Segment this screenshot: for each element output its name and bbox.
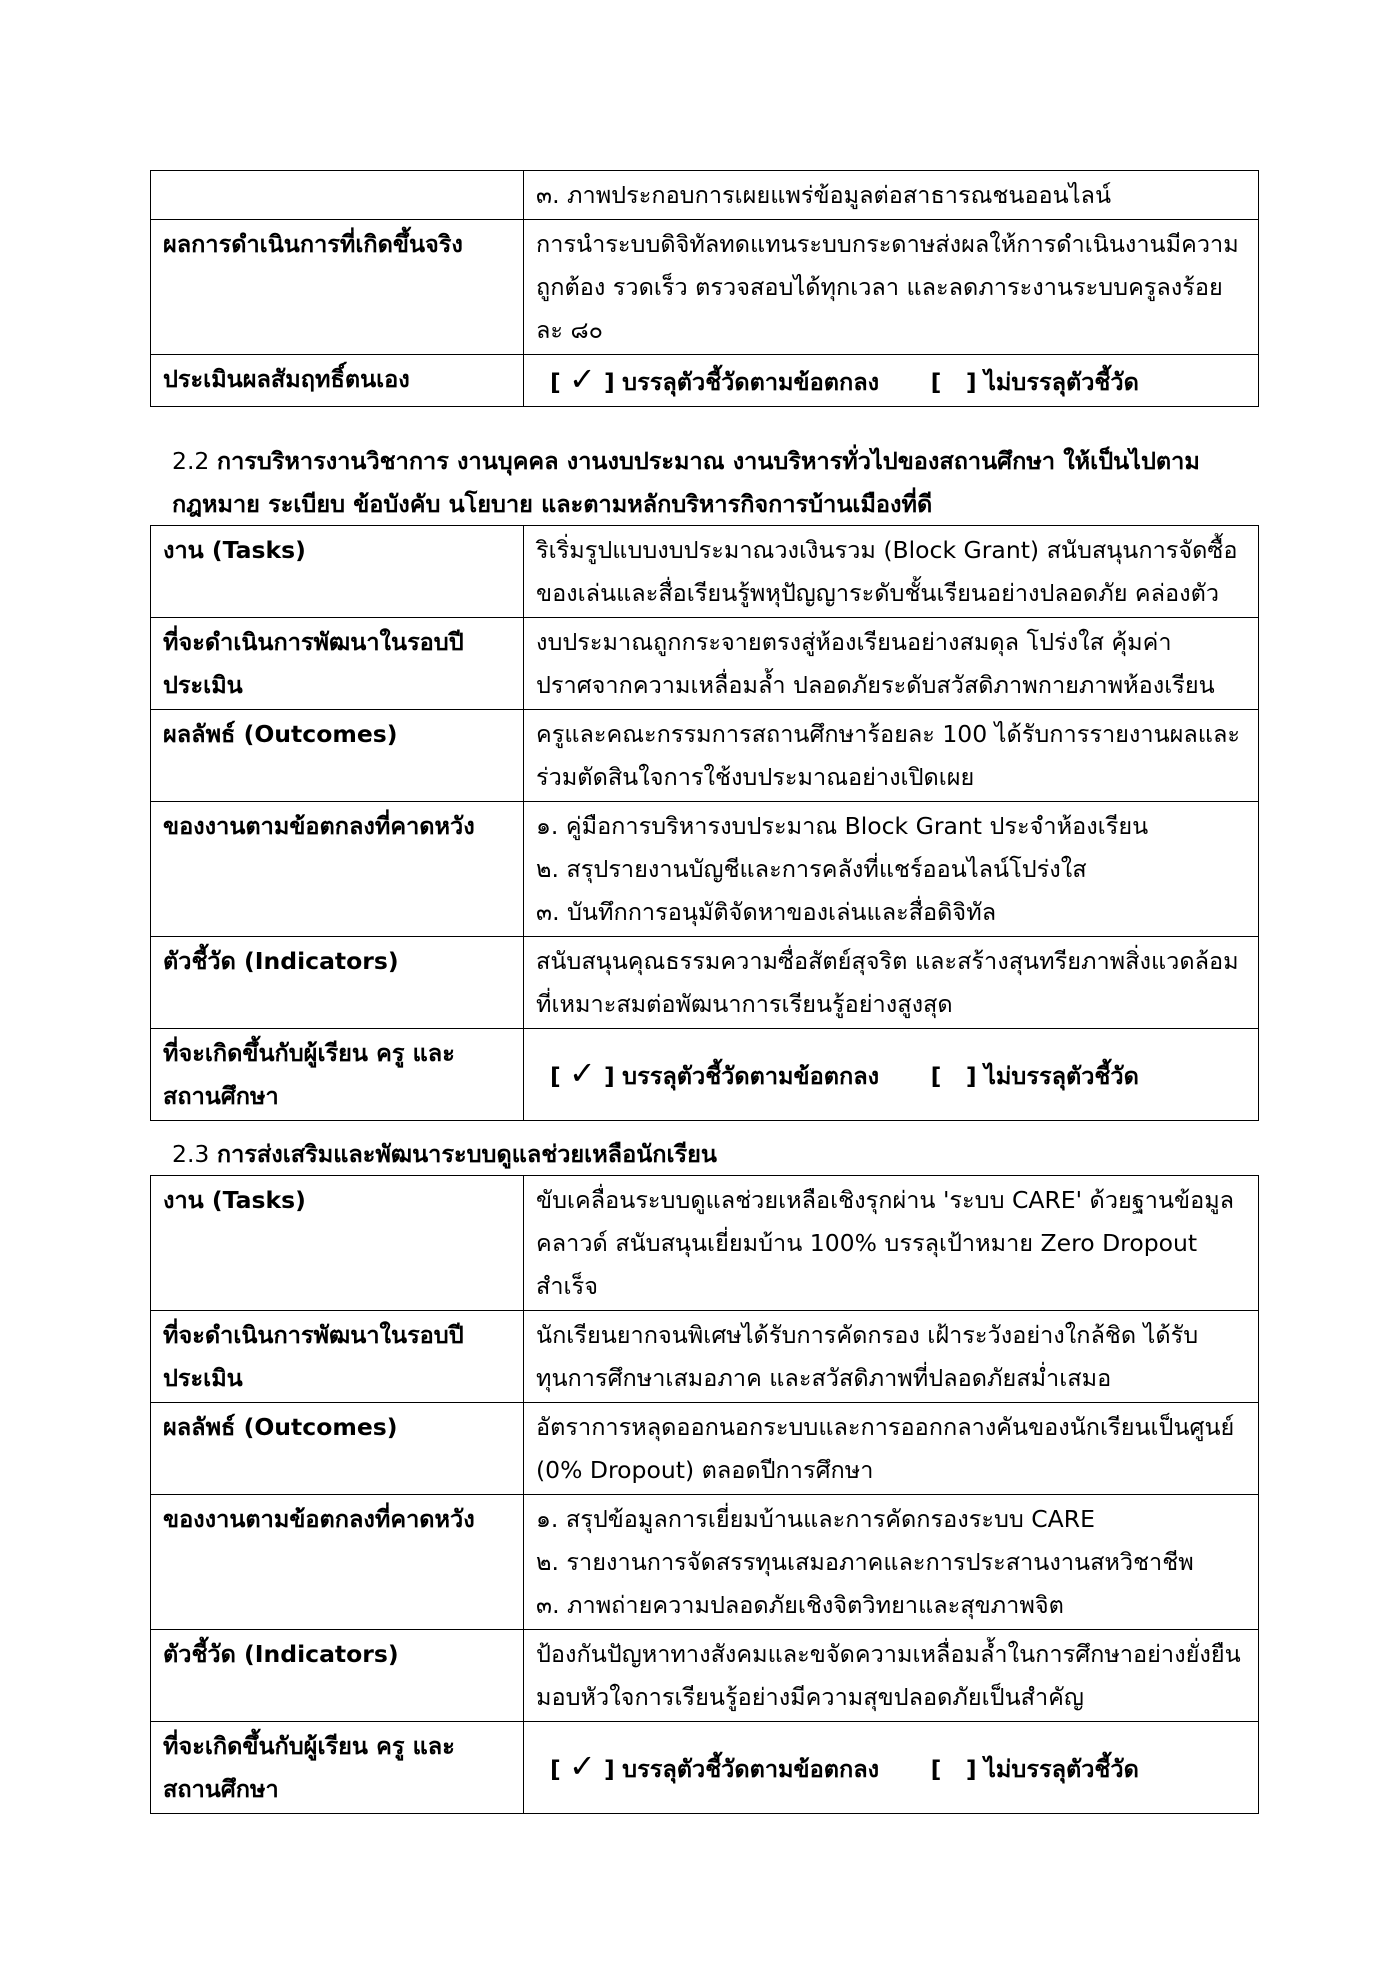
section-number: 2.2: [172, 447, 210, 475]
label-line: ที่จะเกิดขึ้นกับผู้เรียน ครู และ: [163, 1732, 455, 1760]
label-cell: [151, 937, 524, 1029]
value-cell: [524, 618, 1259, 710]
section-2-3-table: [150, 1175, 1259, 1814]
label-cell: [151, 1722, 524, 1814]
table-row: [151, 1311, 1259, 1403]
label-cell: [151, 526, 524, 618]
table-row: [151, 618, 1259, 710]
label-cell: [151, 1630, 524, 1722]
section-title: การส่งเสริมและพัฒนาระบบดูแลช่วยเหลือนักเรียน: [216, 1140, 717, 1168]
value-cell: [524, 1176, 1259, 1311]
value-line: ๓. ภาพถ่ายความปลอดภัยเชิงจิตวิทยาและสุขภาพจิต: [536, 1591, 1064, 1619]
value-line: ละ ๘๐: [536, 316, 603, 344]
value-line: งบประมาณถูกกระจายตรงสู่ห้องเรียนอย่างสมดุล โปร่งใส คุ้มค่า: [536, 628, 1172, 656]
value-line: ๓. บันทึกการอนุมัติจัดหาของเล่นและสื่อดิจิทัล: [536, 898, 997, 926]
label-line: งาน (Tasks): [163, 536, 306, 564]
check-icon: ✓: [568, 1747, 596, 1785]
section-heading-continued: [172, 483, 932, 526]
table-row: [151, 220, 1259, 355]
value-cell: [524, 220, 1259, 355]
achieved-checkbox[interactable]: [ ✓ ]: [550, 1747, 615, 1785]
label-line: ของงานตามข้อตกลงที่คาดหวัง: [163, 1505, 475, 1533]
label-line: ผลลัพธ์ (Outcomes): [163, 720, 398, 748]
table-row: [151, 355, 1259, 407]
value-line: มอบหัวใจการเรียนรู้อย่างมีความสุขปลอดภัยเป็นสำคัญ: [536, 1683, 1084, 1711]
value-line: สำเร็จ: [536, 1272, 598, 1300]
label-cell: ประเมินผลสัมฤทธิ์ตนเอง: [151, 355, 524, 407]
self-eval-options: [524, 1722, 1259, 1814]
label-line: ประเมิน: [163, 671, 243, 699]
value-line: อัตราการหลุดออกนอกระบบและการออกกลางคันของนักเรียนเป็นศูนย์: [536, 1413, 1235, 1441]
not-achieved-checkbox[interactable]: [ ]: [930, 368, 977, 396]
table-row: [151, 937, 1259, 1029]
value-line: ที่เหมาะสมต่อพัฒนาการเรียนรู้อย่างสูงสุด: [536, 990, 953, 1018]
table-row: [151, 526, 1259, 618]
value-cell: [524, 710, 1259, 802]
section-title: กฎหมาย ระเบียบ ข้อบังคับ นโยบาย และตามหลักบริหารกิจการบ้านเมืองที่ดี: [172, 490, 933, 518]
table-row: [151, 171, 1259, 220]
label-cell: [151, 1029, 524, 1121]
table-row: [151, 1403, 1259, 1495]
value-cell: [524, 171, 1259, 220]
check-icon: ✓: [568, 1054, 596, 1092]
achieved-label: บรรลุตัวชี้วัดตามข้อตกลง: [622, 368, 880, 396]
value-line: ปราศจากความเหลื่อมล้ำ ปลอดภัยระดับสวัสดิภาพกายภาพห้องเรียน: [536, 671, 1215, 699]
value-line: ๒. สรุปรายงานบัญชีและการคลังที่แชร์ออนไลน์โปร่งใส: [536, 855, 1087, 883]
value-cell: [524, 1403, 1259, 1495]
section-2-2-table: [150, 525, 1259, 1121]
label-line: ตัวชี้วัด (Indicators): [163, 1640, 399, 1668]
table-row: [151, 1176, 1259, 1311]
label-cell: [151, 618, 524, 710]
not-achieved-checkbox[interactable]: [ ]: [930, 1062, 977, 1090]
label-cell: [151, 1311, 524, 1403]
value-cell: [524, 937, 1259, 1029]
value-cell: [524, 526, 1259, 618]
value-line: ครูและคณะกรรมการสถานศึกษาร้อยละ 100 ได้รับการรายงานผลและ: [536, 720, 1240, 748]
label-line: สถานศึกษา: [163, 1775, 279, 1803]
achieved-label: บรรลุตัวชี้วัดตามข้อตกลง: [622, 1062, 880, 1090]
label-cell: ผลการดำเนินการที่เกิดขึ้นจริง: [151, 220, 524, 355]
value-line: ๑. คู่มือการบริหารงบประมาณ Block Grant ประจำห้องเรียน: [536, 812, 1149, 840]
value-line: ของเล่นและสื่อเรียนรู้พหุปัญญาระดับชั้นเรียนอย่างปลอดภัย คล่องตัว: [536, 579, 1220, 607]
section-heading: [172, 440, 1200, 483]
achieved-label: บรรลุตัวชี้วัดตามข้อตกลง: [622, 1755, 880, 1783]
value-line: ขับเคลื่อนระบบดูแลช่วยเหลือเชิงรุกผ่าน 'ระบบ CARE' ด้วยฐานข้อมูล: [536, 1186, 1235, 1214]
label-line: สถานศึกษา: [163, 1082, 279, 1110]
table-row: [151, 710, 1259, 802]
label-line: ประเมิน: [163, 1364, 243, 1392]
section-number: 2.3: [172, 1140, 210, 1168]
label-cell: [151, 1176, 524, 1311]
table-row: [151, 1495, 1259, 1630]
label-line: ตัวชี้วัด (Indicators): [163, 947, 399, 975]
not-achieved-label: ไม่บรรลุตัวชี้วัด: [984, 1755, 1139, 1783]
label-line: ที่จะดำเนินการพัฒนาในรอบปี: [163, 1321, 464, 1349]
not-achieved-checkbox[interactable]: [ ]: [930, 1755, 977, 1783]
label-line: ที่จะเกิดขึ้นกับผู้เรียน ครู และ: [163, 1039, 455, 1067]
label-line: ผลลัพธ์ (Outcomes): [163, 1413, 398, 1441]
table-row: [151, 1029, 1259, 1121]
label-cell: [151, 710, 524, 802]
value-line: ป้องกันปัญหาทางสังคมและขจัดความเหลื่อมล้ำในการศึกษาอย่างยั่งยืน: [536, 1640, 1241, 1668]
label-line: งาน (Tasks): [163, 1186, 306, 1214]
value-line: ๑. สรุปข้อมูลการเยี่ยมบ้านและการคัดกรองระบบ CARE: [536, 1505, 1095, 1533]
value-line: ริเริ่มรูปแบบงบประมาณวงเงินรวม (Block Grant) สนับสนุนการจัดซื้อ: [536, 536, 1238, 564]
value-line: ร่วมตัดสินใจการใช้งบประมาณอย่างเปิดเผย: [536, 763, 975, 791]
value-cell: [524, 1630, 1259, 1722]
label-line: ที่จะดำเนินการพัฒนาในรอบปี: [163, 628, 464, 656]
label-cell: [151, 1403, 524, 1495]
value-line: สนับสนุนคุณธรรมความซื่อสัตย์สุจริต และสร้างสุนทรียภาพสิ่งแวดล้อม: [536, 947, 1239, 975]
value-line: คลาวด์ สนับสนุนเยี่ยมบ้าน 100% บรรลุเป้าหมาย Zero Dropout: [536, 1229, 1198, 1257]
value-line: นักเรียนยากจนพิเศษได้รับการคัดกรอง เฝ้าระวังอย่างใกล้ชิด ได้รับ: [536, 1321, 1199, 1349]
achieved-checkbox[interactable]: [ ✓ ]: [550, 360, 615, 398]
value-line: ๒. รายงานการจัดสรรทุนเสมอภาคและการประสานงานสหวิชาชีพ: [536, 1548, 1194, 1576]
not-achieved-label: ไม่บรรลุตัวชี้วัด: [984, 1062, 1139, 1090]
table-row: [151, 802, 1259, 937]
value-cell: [524, 1495, 1259, 1630]
label-cell: [151, 1495, 524, 1630]
achieved-checkbox[interactable]: [ ✓ ]: [550, 1054, 615, 1092]
self-eval-options: [524, 1029, 1259, 1121]
section-title: การบริหารงานวิชาการ งานบุคคล งานงบประมาณ งานบริหารทั่วไปของสถานศึกษา ให้เป็นไปตาม: [216, 447, 1200, 475]
value-line: ทุนการศึกษาเสมอภาค และสวัสดิภาพที่ปลอดภัยสม่ำเสมอ: [536, 1364, 1112, 1392]
check-icon: ✓: [568, 360, 596, 398]
label-cell: [151, 171, 524, 220]
self-eval-options: [524, 355, 1259, 407]
label-line: ของงานตามข้อตกลงที่คาดหวัง: [163, 812, 475, 840]
table-row: [151, 1630, 1259, 1722]
value-line: (0% Dropout) ตลอดปีการศึกษา: [536, 1456, 874, 1484]
value-line: การนำระบบดิจิทัลทดแทนระบบกระดาษส่งผลให้การดำเนินงานมีความ: [536, 230, 1239, 258]
top-table: [150, 170, 1259, 407]
value-cell: [524, 1311, 1259, 1403]
not-achieved-label: ไม่บรรลุตัวชี้วัด: [984, 368, 1139, 396]
value-cell: [524, 802, 1259, 937]
section-heading: [172, 1133, 717, 1176]
label-cell: [151, 802, 524, 937]
table-row: [151, 1722, 1259, 1814]
value-line: ถูกต้อง รวดเร็ว ตรวจสอบได้ทุกเวลา และลดภาระงานระบบครูลงร้อย: [536, 273, 1223, 301]
value-line: ๓. ภาพประกอบการเผยแพร่ข้อมูลต่อสาธารณชนออนไลน์: [536, 181, 1112, 209]
